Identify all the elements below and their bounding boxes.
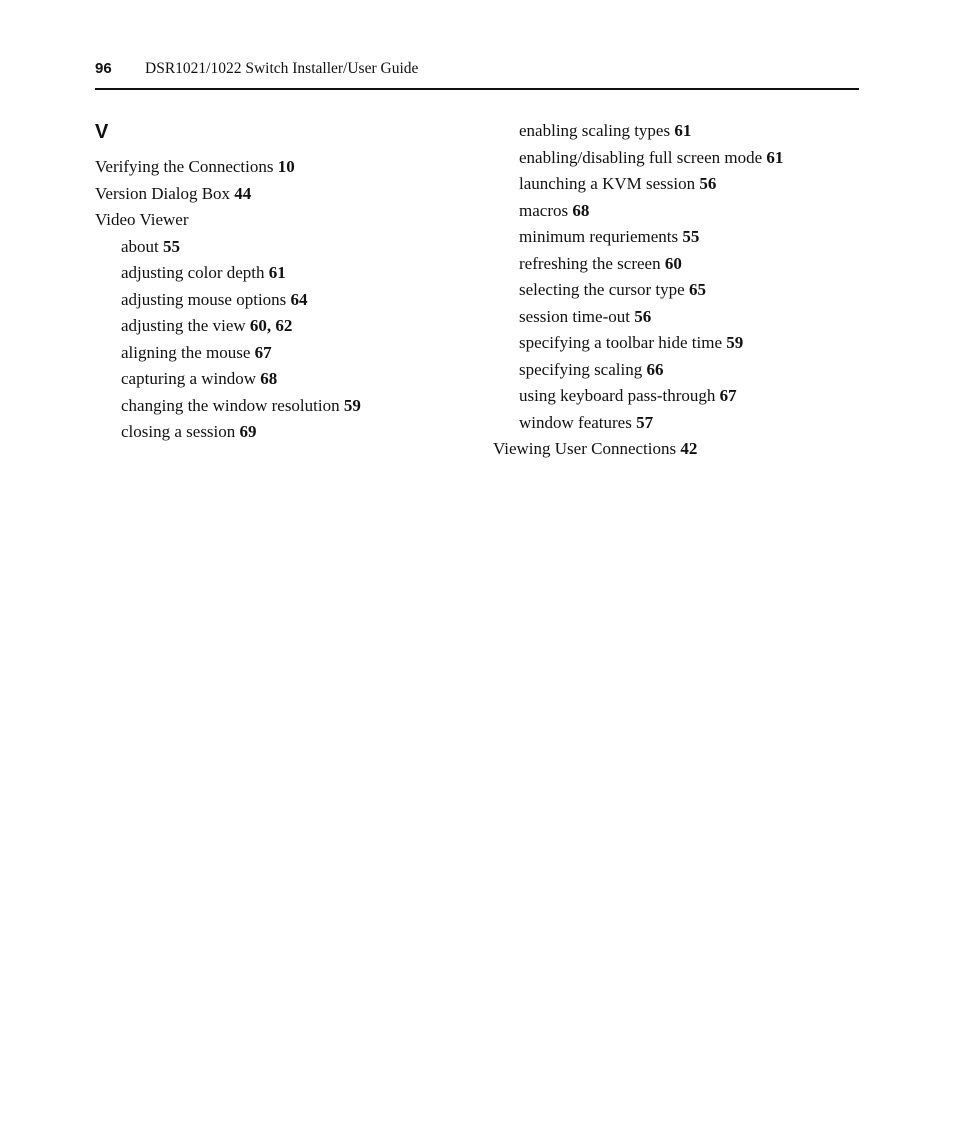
index-subentry: [493, 410, 783, 437]
page-header: [95, 58, 859, 90]
index-term: adjusting color depth: [121, 263, 265, 282]
index-subentry: [493, 383, 783, 410]
index-page-ref: 66: [646, 359, 664, 379]
index-page-ref: 60: [664, 253, 682, 273]
index-subentry: [95, 313, 361, 340]
index-page-ref: 10: [277, 157, 295, 176]
index-page-ref: 42: [680, 439, 698, 458]
index-subentry: [493, 330, 783, 357]
index-subentry: [493, 357, 783, 384]
index-subentry: [493, 145, 783, 172]
index-term: using keyboard pass-through: [519, 386, 716, 405]
index-term: launching a KVM session: [519, 174, 696, 193]
index-page-ref: 55: [163, 236, 181, 256]
index-term: changing the window resolution: [121, 395, 340, 415]
index-subentry: [493, 304, 783, 331]
index-subentry: [95, 260, 361, 287]
index-page-ref: 67: [254, 342, 272, 362]
index-term: Verifying the Connections: [95, 157, 274, 176]
index-page-ref: 59: [726, 333, 744, 352]
index-term: specifying scaling: [519, 359, 643, 379]
index-entry: [493, 436, 783, 463]
index-term: selecting the cursor type: [519, 280, 685, 299]
index-term: Viewing User Connections: [493, 439, 677, 458]
index-page-ref: 59: [343, 395, 361, 415]
index-section-letter: V: [95, 121, 109, 143]
index-term: Video Viewer: [95, 210, 189, 229]
index-subentry: [493, 171, 783, 198]
index-page-ref: 61: [674, 121, 692, 140]
index-term: minimum requriements: [519, 227, 679, 246]
index-entry: [95, 154, 361, 181]
header-rule: [95, 88, 859, 90]
index-page-ref: 60, 62: [249, 316, 293, 335]
index-subentry: [95, 287, 361, 314]
index-term: about: [121, 236, 159, 256]
index-term: closing a session: [121, 422, 236, 441]
index-term: session time-out: [519, 306, 630, 326]
index-page-ref: 55: [682, 227, 700, 246]
index-term: refreshing the screen: [519, 253, 661, 273]
index-term: adjusting the view: [121, 316, 246, 335]
index-subentry: [493, 251, 783, 278]
index-page-ref: 56: [699, 174, 717, 193]
index-page-ref: 44: [234, 183, 252, 203]
index-term: window features: [519, 412, 632, 432]
index-term: enabling scaling types: [519, 121, 671, 140]
index-term: capturing a window: [121, 369, 257, 388]
index-page-ref: 56: [634, 306, 652, 326]
index-term: aligning the mouse: [121, 342, 251, 362]
index-page-ref: 65: [688, 280, 706, 299]
index-subentry: [493, 224, 783, 251]
index-subentry: [95, 393, 361, 420]
index-entry: [95, 207, 361, 234]
index-entry: [95, 181, 361, 208]
index-page-ref: 61: [766, 147, 784, 167]
index-page-ref: 68: [260, 369, 278, 388]
index-term: adjusting mouse options: [121, 289, 287, 309]
index-page-ref: 69: [239, 422, 257, 441]
index-term: specifying a toolbar hide time: [519, 333, 722, 352]
index-page-ref: 57: [636, 412, 654, 432]
index-page-ref: 64: [290, 289, 308, 309]
page-number: 96: [95, 60, 112, 77]
index-subentry: [493, 198, 783, 225]
book-title: DSR1021/1022 Switch Installer/User Guide: [145, 60, 419, 77]
index-column-left: [95, 154, 361, 446]
index-subentry: [493, 118, 783, 145]
index-term: Version Dialog Box: [95, 183, 231, 203]
index-term: enabling/disabling full screen mode: [519, 147, 763, 167]
index-subentry: [95, 419, 361, 446]
index-subentry: [95, 234, 361, 261]
index-subentry: [95, 340, 361, 367]
index-subentry: [493, 277, 783, 304]
index-subentry: [95, 366, 361, 393]
index-page-ref: 68: [572, 200, 590, 220]
index-term: macros: [519, 200, 569, 220]
index-page-ref: 61: [268, 263, 286, 282]
index-column-right: [493, 118, 783, 463]
index-page-ref: 67: [719, 386, 737, 405]
